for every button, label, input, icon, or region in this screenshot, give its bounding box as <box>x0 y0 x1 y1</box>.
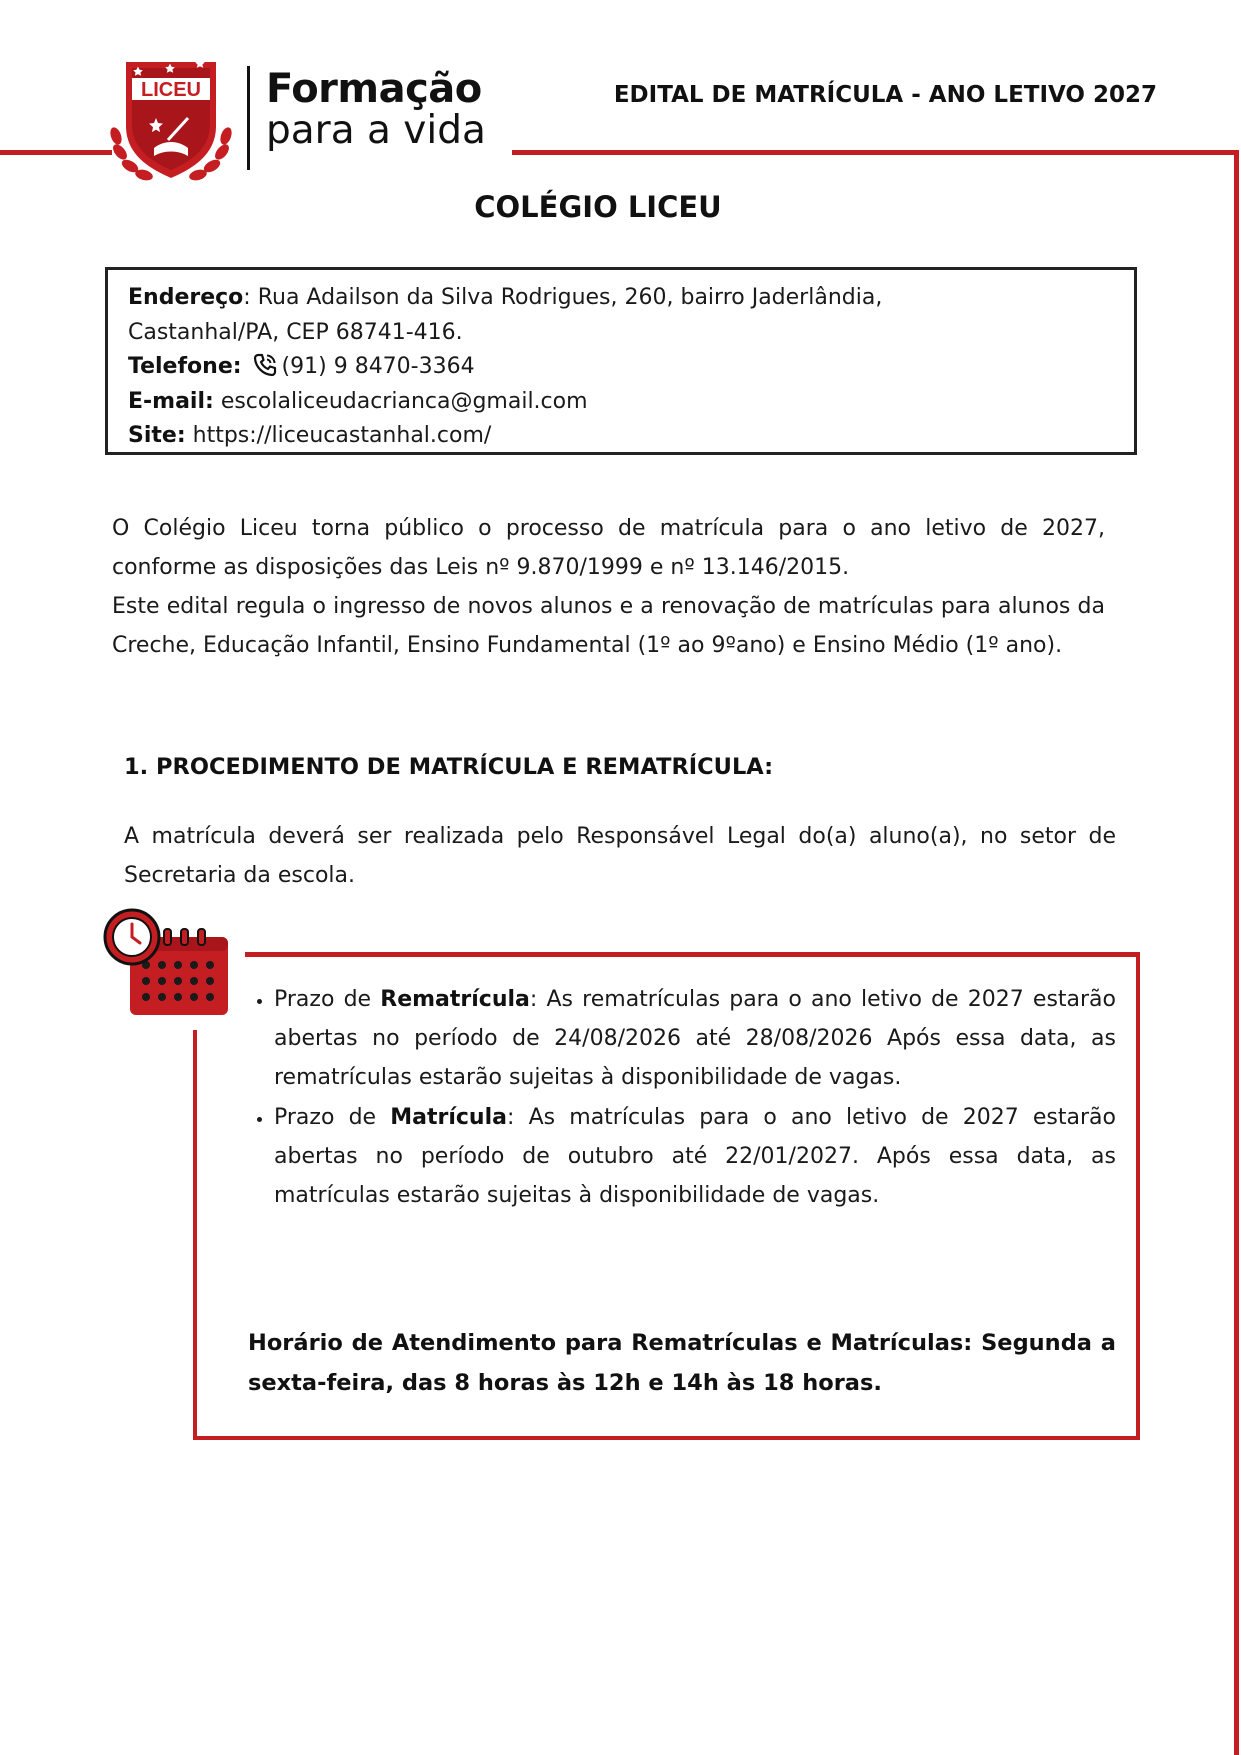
email-label: E-mail: <box>128 388 214 414</box>
header-rule-left <box>0 150 112 155</box>
site-line <box>128 419 1114 454</box>
section-1-text: A matrícula deverá ser realizada pelo Responsável Legal do(a) aluno(a), no setor de Secretaria da escola. <box>124 824 1116 888</box>
office-hours: Horário de Atendimento para Rematrículas e Matrículas: Segunda a sexta-feira, das 8 horas às 12h e 14h às 18 horas. <box>248 1330 1116 1396</box>
crest-logo-icon <box>106 56 236 186</box>
address-label: Endereço <box>128 285 244 310</box>
address-line-2: Castanhal/PA, CEP 68741-416. <box>128 319 463 345</box>
page-rule-right <box>1234 150 1239 1755</box>
deadline-list <box>244 980 1116 1215</box>
site-link[interactable]: https://liceucastanhal.com/ <box>192 423 492 448</box>
phone-label: Telefone: <box>128 354 242 379</box>
brand-title: Formação <box>266 66 482 112</box>
deadline-prefix: Prazo de <box>274 1104 391 1130</box>
phone-value: (91) 9 8470-3364 <box>281 354 475 379</box>
intro-text-1: O Colégio Liceu torna público o processo de matrícula para o ano letivo de 2027, conforme as disposições das Leis nº 9.870/1999 e nº 13.146/2015. <box>112 516 1105 580</box>
email-line <box>128 385 1114 420</box>
brand-subtitle: para a vida <box>266 108 486 153</box>
deadline-text-matricula: : As matrículas para o ano letivo de 2027 estarão abertas no período de outubro até 22/01/2027. Após essa data, as matrículas estarão sujeitas à disponibilidade de vagas. <box>274 1104 1116 1209</box>
site-label: Site: <box>128 423 186 448</box>
intro-text-2: Este edital regula o ingresso de novos alunos e a renovação de matrículas para alunos da Creche, Educação Infantil, Ensino Fundamental (1º ao 9ºano) e Ensino Médio (1º ano). <box>112 594 1105 658</box>
deadline-text-rematricula: : As rematrículas para o ano letivo de 2027 estarão abertas no período de 24/08/2026 até 28/08/2026 Após essa data, as rematrículas estarão sujeitas à disponibilidade de vagas. <box>274 987 1117 1091</box>
phone-line <box>128 350 1114 385</box>
phone-icon <box>252 352 278 378</box>
list-item-rematricula <box>274 980 1116 1098</box>
logo-text: LICEU <box>141 79 201 101</box>
edital-title: EDITAL DE MATRÍCULA - ANO LETIVO 2027 <box>613 82 1157 108</box>
deadline-prefix: Prazo de <box>274 987 381 1012</box>
brand-separator <box>247 66 250 170</box>
intro-paragraph <box>112 509 1105 665</box>
calendar-clock-icon <box>102 907 230 1023</box>
list-item-matricula <box>274 1098 1116 1216</box>
address-value: : Rua Adailson da Silva Rodrigues, 260, bairro Jaderlândia, <box>243 285 883 310</box>
section-1-title: 1. PROCEDIMENTO DE MATRÍCULA E REMATRÍCULA: <box>124 754 774 780</box>
address-line <box>128 281 1114 316</box>
contact-info-box <box>105 267 1137 455</box>
header-rule-right <box>512 150 1239 155</box>
deadline-label-rematricula: Rematrícula <box>380 987 530 1012</box>
email-value[interactable]: escolaliceudacrianca@gmail.com <box>220 388 588 414</box>
school-title: COLÉGIO LICEU <box>474 190 722 224</box>
deadline-label-matricula: Matrícula <box>390 1104 507 1130</box>
